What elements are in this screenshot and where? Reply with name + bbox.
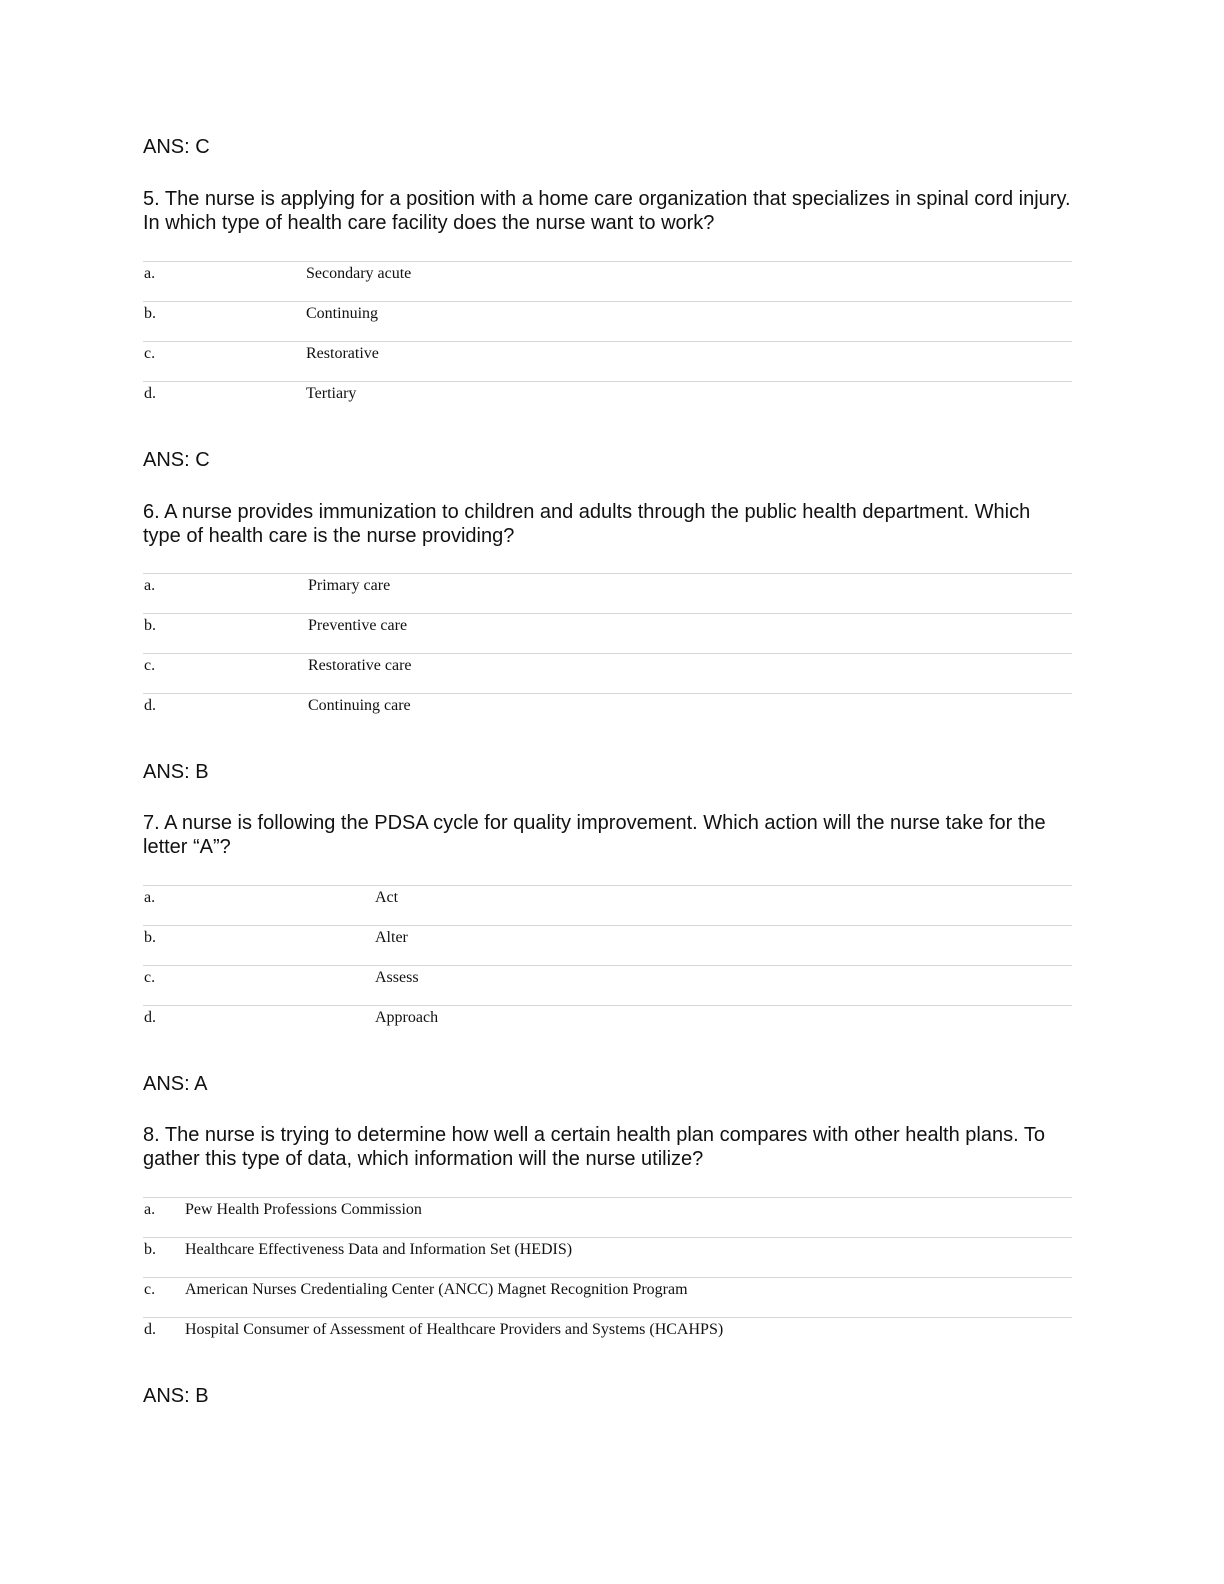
option-row bbox=[143, 965, 1072, 1005]
option-letter: a. bbox=[144, 889, 156, 906]
question-6-text: 6. A nurse provides immunization to children and adults through the public health department. Which type of health care is the nurse providing? bbox=[143, 501, 1031, 547]
option-letter: b. bbox=[144, 929, 156, 946]
option-text: Approach bbox=[375, 1009, 439, 1026]
option-letter: d. bbox=[144, 385, 156, 402]
option-text: Hospital Consumer of Assessment of Healthcare Providers and Systems (HCAHPS) bbox=[185, 1321, 724, 1338]
option-row bbox=[143, 1277, 1072, 1317]
option-row bbox=[143, 573, 1072, 613]
option-text: Restorative bbox=[306, 345, 379, 362]
option-letter: a. bbox=[144, 1201, 156, 1218]
question-7-answer: ANS: A bbox=[143, 1073, 208, 1095]
option-text: Assess bbox=[375, 969, 419, 986]
question-8-text: 8. The nurse is trying to determine how well a certain health plan compares with other health plans. To gather this type of data, which information will the nurse utilize? bbox=[143, 1124, 1045, 1170]
option-letter: a. bbox=[144, 265, 156, 282]
option-text: Continuing care bbox=[308, 697, 411, 714]
question-7-text: 7. A nurse is following the PDSA cycle for quality improvement. Which action will the nurse take for the letter “A”? bbox=[143, 812, 1046, 858]
option-row bbox=[143, 301, 1072, 341]
option-letter: b. bbox=[144, 305, 156, 322]
option-row bbox=[143, 885, 1072, 925]
option-row bbox=[143, 653, 1072, 693]
question-7-options bbox=[143, 885, 1072, 1045]
question-5-answer: ANS: C bbox=[143, 449, 210, 471]
option-text: Preventive care bbox=[308, 617, 408, 634]
option-letter: b. bbox=[144, 617, 156, 634]
option-letter: a. bbox=[144, 577, 156, 594]
option-text: Restorative care bbox=[308, 657, 412, 674]
option-row bbox=[143, 613, 1072, 653]
option-letter: c. bbox=[144, 345, 156, 362]
option-row bbox=[143, 693, 1072, 733]
question-5-options bbox=[143, 261, 1072, 421]
option-row bbox=[143, 925, 1072, 965]
option-letter: d. bbox=[144, 697, 156, 714]
option-text: Alter bbox=[375, 929, 408, 946]
question-6-answer: ANS: B bbox=[143, 761, 209, 783]
option-text: Tertiary bbox=[306, 385, 357, 402]
option-row bbox=[143, 1317, 1072, 1357]
option-text: Act bbox=[375, 889, 399, 906]
option-text: Healthcare Effectiveness Data and Information Set (HEDIS) bbox=[185, 1241, 573, 1258]
option-letter: c. bbox=[144, 1281, 156, 1298]
question-8-answer: ANS: B bbox=[143, 1385, 209, 1407]
option-row bbox=[143, 1005, 1072, 1045]
option-row bbox=[143, 341, 1072, 381]
option-row bbox=[143, 1197, 1072, 1237]
option-text: Pew Health Professions Commission bbox=[185, 1201, 422, 1218]
option-letter: d. bbox=[144, 1009, 156, 1026]
question-6-options bbox=[143, 573, 1072, 733]
answer-previous: ANS: C bbox=[143, 136, 210, 158]
option-letter: d. bbox=[144, 1321, 156, 1338]
option-letter: c. bbox=[144, 657, 156, 674]
question-8-options bbox=[143, 1197, 1072, 1357]
question-5-text: 5. The nurse is applying for a position with a home care organization that specializes in spinal cord injury. In which type of health care facility does the nurse want to work? bbox=[143, 188, 1071, 234]
option-row bbox=[143, 381, 1072, 421]
option-row bbox=[143, 1237, 1072, 1277]
option-text: Secondary acute bbox=[306, 265, 412, 282]
option-text: Continuing bbox=[306, 305, 379, 322]
option-letter: c. bbox=[144, 969, 156, 986]
option-text: American Nurses Credentialing Center (ANCC) Magnet Recognition Program bbox=[185, 1281, 688, 1298]
option-letter: b. bbox=[144, 1241, 156, 1258]
option-row bbox=[143, 261, 1072, 301]
option-text: Primary care bbox=[308, 577, 391, 594]
